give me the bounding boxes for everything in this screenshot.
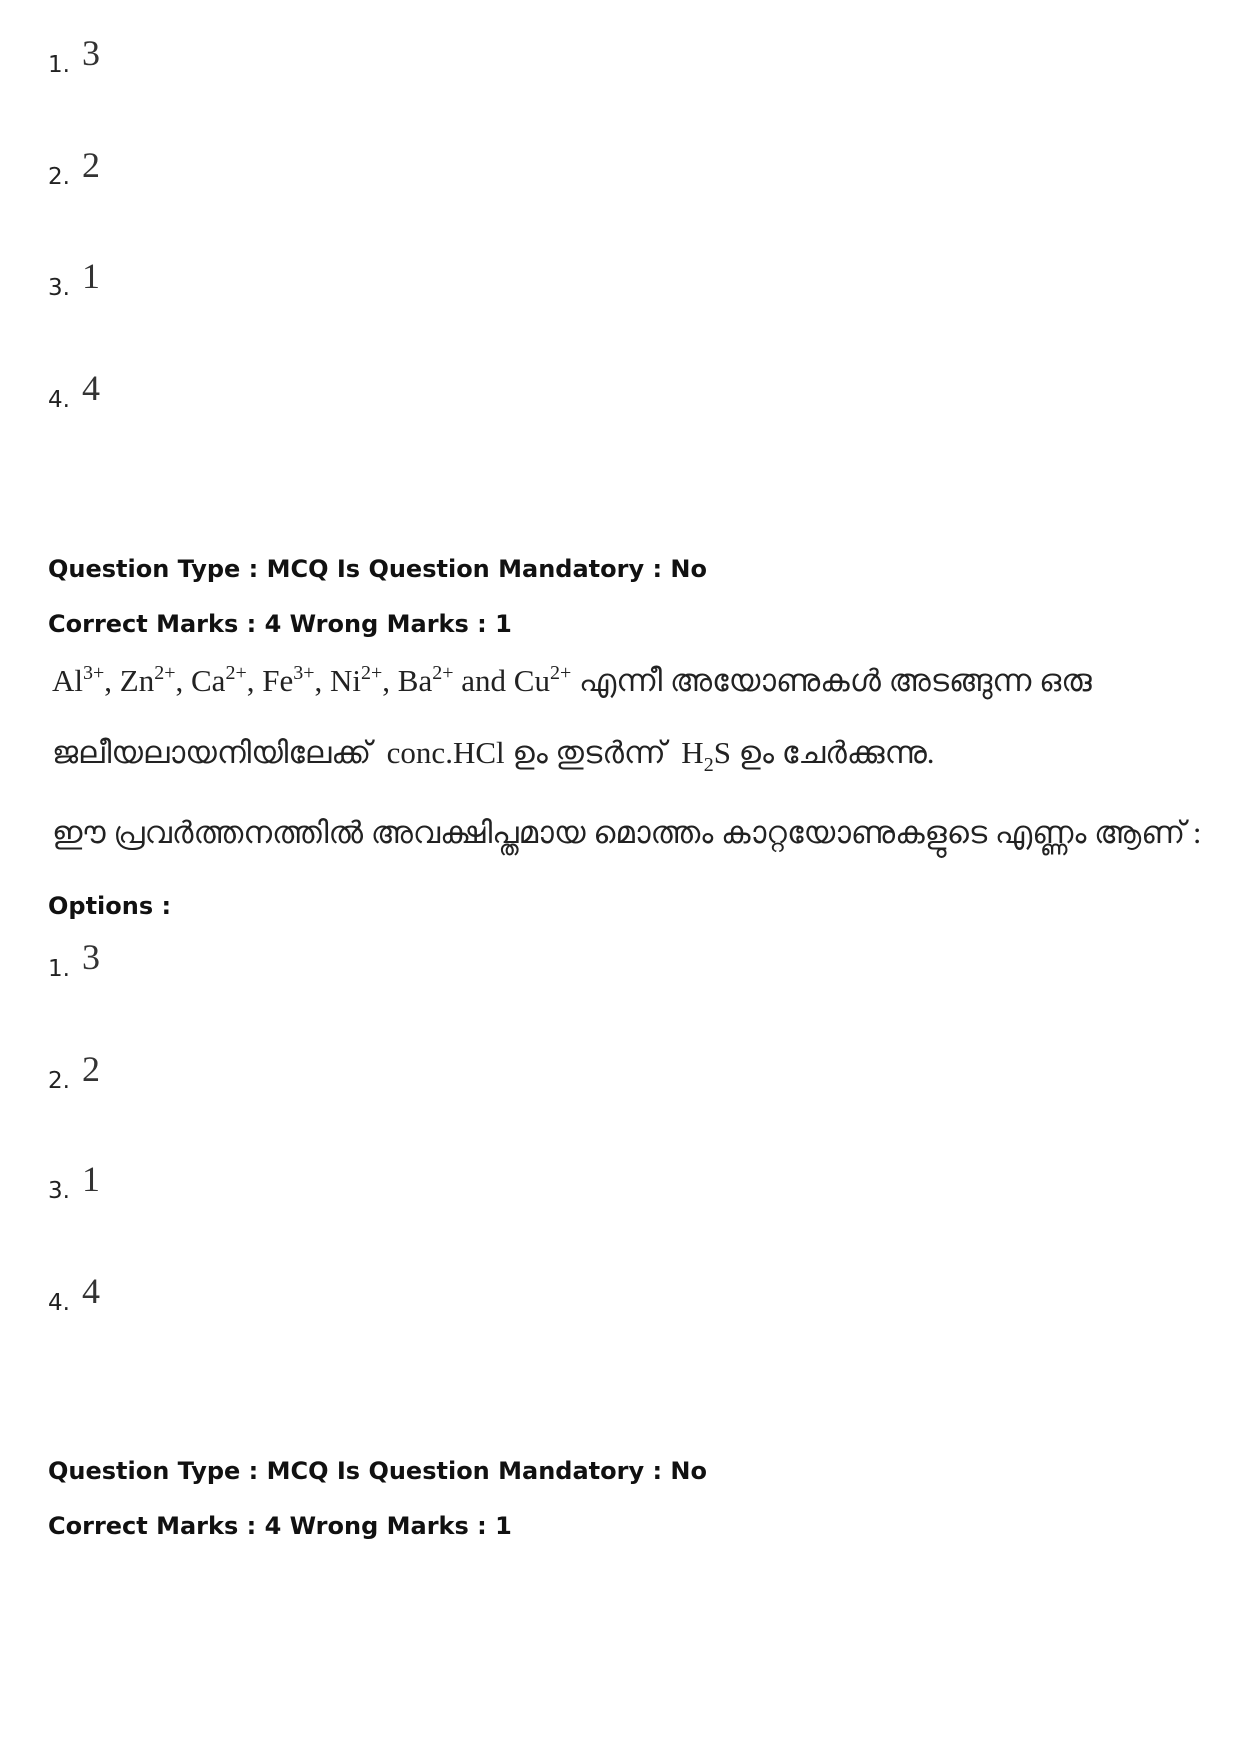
question-text-line-3: ഈ പ്രവർത്തനത്തിൽ അവക്ഷിപ്തമായ മൊത്തം കാറ്റയോണുകളുടെ എണ്ണം ആണ് :	[52, 815, 1202, 850]
ion-zn: $Zn^{2+}$,	[119, 662, 191, 698]
top-option-value-3: 1	[82, 256, 100, 296]
next-question-type-line: Question Type : MCQ Is Question Mandatory : No	[48, 1457, 707, 1485]
question-marks-line: Correct Marks : 4 Wrong Marks : 1	[48, 610, 512, 638]
next-question-marks-line: Correct Marks : 4 Wrong Marks : 1	[48, 1512, 512, 1540]
top-option-number-4: 4.	[48, 387, 70, 413]
ion-cu: $Cu^{2+}$	[513, 662, 572, 698]
option-value-4: 4	[82, 1271, 100, 1311]
ion-ca: $Ca^{2+}$,	[191, 662, 263, 698]
option-number-3: 3.	[48, 1178, 70, 1204]
option-value-1: 3	[82, 937, 100, 977]
question-text-line-1	[52, 662, 1092, 700]
top-option-number-1: 1.	[48, 52, 70, 78]
top-option-value-1: 3	[82, 33, 100, 73]
question-text-line-2: ജലീയലായനിയിലേക്ക് conc.HCl ഉം തുടർന്ന് $H_2S$ ഉം ചേർക്കുന്നു.	[52, 735, 935, 776]
top-option-value-4: 4	[82, 368, 100, 408]
top-option-number-2: 2.	[48, 164, 70, 190]
question-type-line: Question Type : MCQ Is Question Mandatory : No	[48, 555, 707, 583]
ion-ni: $Ni^{2+}$,	[330, 662, 398, 698]
ion-al: $Al^{3+}$,	[52, 662, 120, 698]
top-option-value-2: 2	[82, 145, 100, 185]
option-number-4: 4.	[48, 1290, 70, 1316]
option-value-3: 1	[82, 1159, 100, 1199]
ion-ba: $Ba^{2+}$ and	[397, 662, 514, 698]
ion-fe: $Fe^{3+}$,	[262, 662, 330, 698]
options-label: Options :	[48, 892, 172, 920]
question-text-line-1-tail: എന്നീ അയോണുകൾ അടങ്ങുന്ന ഒരു	[571, 663, 1092, 698]
top-option-number-3: 3.	[48, 275, 70, 301]
option-number-2: 2.	[48, 1068, 70, 1094]
option-value-2: 2	[82, 1049, 100, 1089]
option-number-1: 1.	[48, 956, 70, 982]
